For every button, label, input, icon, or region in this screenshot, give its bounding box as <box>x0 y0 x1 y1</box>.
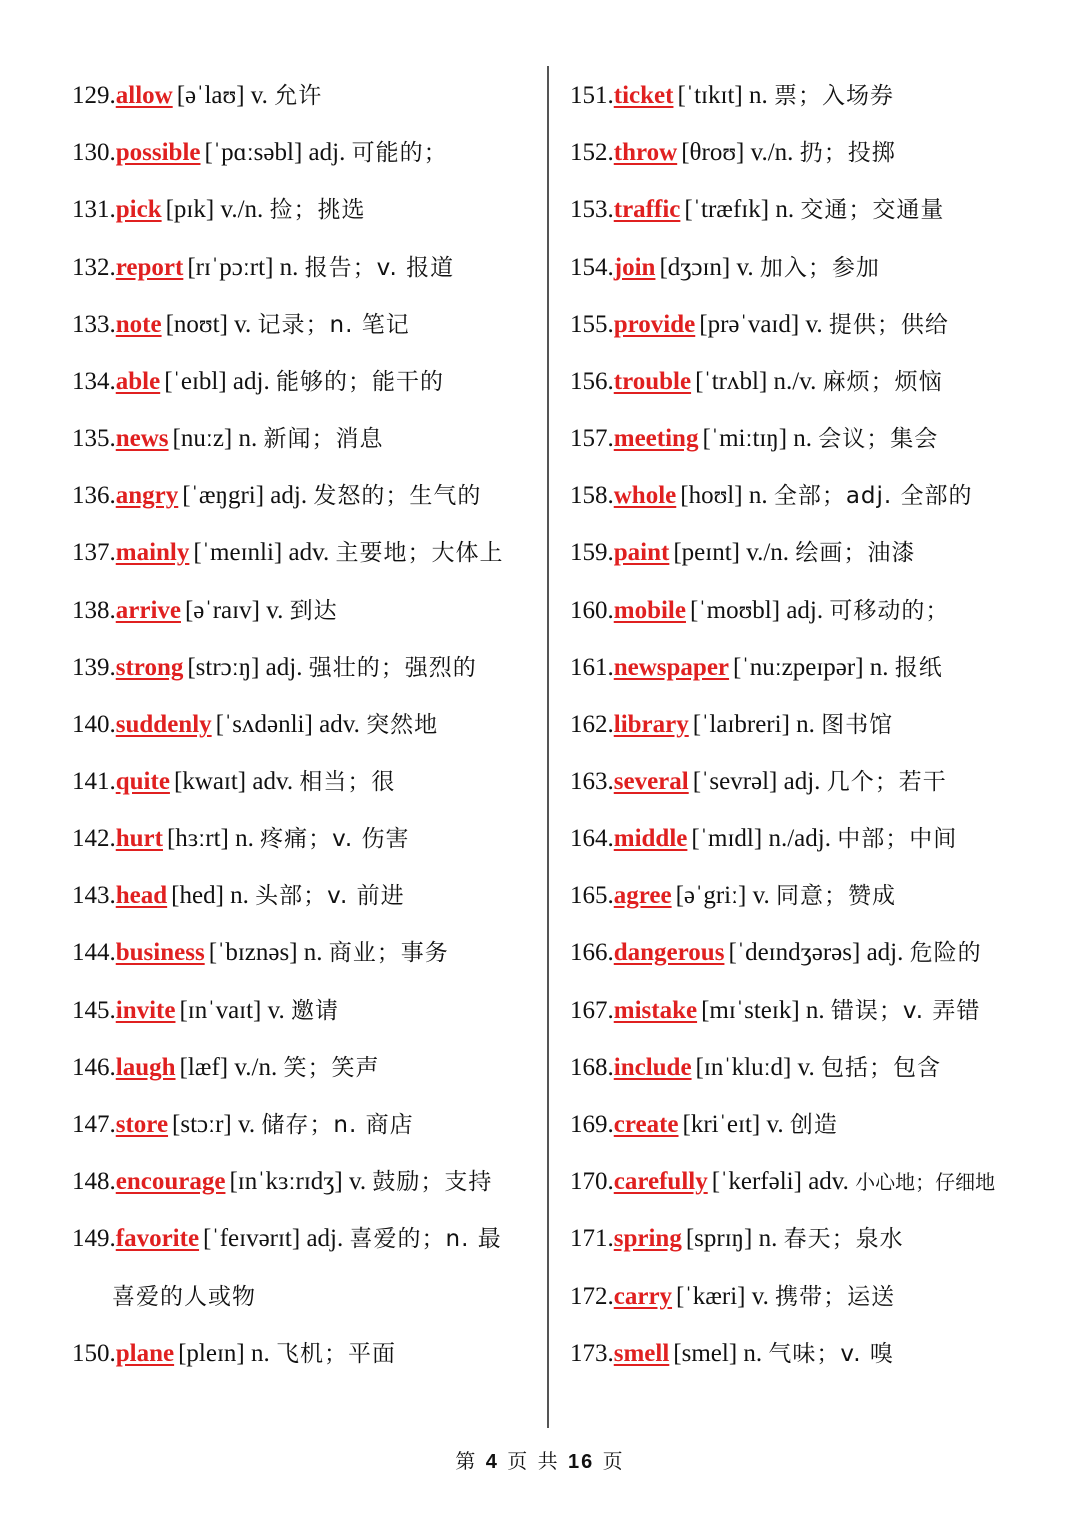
footer-suffix: 页 <box>602 1449 625 1473</box>
entry-word: head <box>115 882 168 909</box>
entry-word: smell <box>613 1340 670 1367</box>
entry-pos: v. <box>238 1111 256 1138</box>
total-page-number: 16 <box>567 1451 595 1473</box>
vocab-entry <box>72 1166 492 1198</box>
entry-phonetic: [ˈkæri] <box>676 1283 746 1310</box>
entry-phonetic: [ˈkerfəli] <box>711 1168 802 1195</box>
entry-phonetic: [noʊt] <box>165 311 228 338</box>
footer-prefix: 第 <box>455 1449 478 1473</box>
vocab-entry <box>570 766 947 798</box>
entry-pos: v./n. <box>220 196 264 223</box>
vocab-entry <box>570 537 915 569</box>
entry-number: 130. <box>72 139 116 166</box>
entry-phonetic: [hed] <box>171 882 224 909</box>
entry-pos: n. <box>805 997 825 1024</box>
entry-phonetic: [ˈeɪbl] <box>164 368 227 395</box>
vocab-entry <box>72 595 338 627</box>
entry-meaning: 包括；包含 <box>821 1055 942 1081</box>
vocab-entry <box>570 80 894 112</box>
entry-pos: v. <box>751 1283 769 1310</box>
entry-number: 162. <box>570 711 614 738</box>
vocab-entry <box>72 80 322 112</box>
entry-phonetic: [pɪk] <box>165 196 215 223</box>
entry-word: arrive <box>115 597 181 624</box>
entry-meaning: 能够的；能干的 <box>275 369 444 395</box>
entry-number: 146. <box>72 1054 116 1081</box>
entry-number: 148. <box>72 1168 116 1195</box>
entry-number: 160. <box>570 597 614 624</box>
entry-meaning: 春天；泉水 <box>783 1226 904 1252</box>
entry-pos: v./n. <box>234 1054 278 1081</box>
entry-number: 140. <box>72 711 116 738</box>
entry-word: mainly <box>115 539 190 566</box>
entry-number: 136. <box>72 482 116 509</box>
entry-word: throw <box>613 139 678 166</box>
vocab-entry <box>570 823 957 855</box>
entry-pos: v. <box>797 1054 815 1081</box>
vocab-entry <box>72 537 503 569</box>
vocab-entry <box>570 1281 895 1313</box>
entry-number: 153. <box>570 196 614 223</box>
vocab-entry <box>570 1338 894 1370</box>
vocab-entry <box>570 1223 904 1255</box>
entry-number: 139. <box>72 654 116 681</box>
entry-meaning: 错误；v. 弄错 <box>830 998 981 1024</box>
entry-number: 135. <box>72 425 116 452</box>
entry-pos: adj. <box>783 768 821 795</box>
entry-number: 144. <box>72 939 116 966</box>
entry-pos: v. <box>348 1168 367 1195</box>
entry-word: agree <box>613 882 672 909</box>
entry-word: note <box>115 311 162 338</box>
entry-meaning: 商业；事务 <box>328 940 449 966</box>
entry-word: ticket <box>613 82 674 109</box>
entry-phonetic: [ˈsevrəl] <box>692 768 778 795</box>
entry-meaning: 报纸 <box>894 655 943 681</box>
entry-pos: n. <box>238 425 258 452</box>
entry-word: able <box>115 368 161 395</box>
entry-number: 154. <box>570 254 614 281</box>
entry-number: 161. <box>570 654 614 681</box>
vocab-entry <box>72 1109 414 1141</box>
vocab-entry <box>72 823 410 855</box>
entry-phonetic: [əˈlaʊ] <box>176 82 245 109</box>
entry-phonetic: [kwaɪt] <box>173 768 247 795</box>
entry-continuation: 喜爱的人或物 <box>112 1284 256 1310</box>
entry-phonetic: [peɪnt] <box>673 539 740 566</box>
entry-word: whole <box>613 482 677 509</box>
entry-number: 138. <box>72 597 116 624</box>
entry-meaning: 扔；投掷 <box>799 140 896 166</box>
vocab-entry <box>72 709 438 741</box>
entry-meaning: 全部；adj. 全部的 <box>773 483 973 509</box>
vocab-entry <box>72 309 410 341</box>
entry-word: favorite <box>115 1225 200 1252</box>
entry-number: 159. <box>570 539 614 566</box>
entry-meaning: 发怒的；生气的 <box>313 483 482 509</box>
entry-meaning: 记录；n. 笔记 <box>257 312 410 338</box>
entry-phonetic: [mɪˈsteɪk] <box>701 997 800 1024</box>
vocab-entry <box>72 252 454 284</box>
entry-meaning: 鼓励；支持 <box>372 1169 493 1195</box>
entry-phonetic: [ˈtɪkɪt] <box>677 82 743 109</box>
entry-meaning: 携带；运送 <box>775 1284 896 1310</box>
entry-pos: v. <box>752 882 770 909</box>
entry-word: business <box>115 939 205 966</box>
entry-word: store <box>115 1111 169 1138</box>
vocab-entry <box>72 480 481 512</box>
entry-number: 165. <box>570 882 614 909</box>
entry-phonetic: [ˈsʌdənli] <box>215 711 313 738</box>
entry-meaning: 危险的 <box>909 940 982 966</box>
entry-number: 172. <box>570 1283 614 1310</box>
entry-phonetic: [ˈtrʌbl] <box>695 368 768 395</box>
entry-phonetic: [sprɪŋ] <box>685 1225 753 1252</box>
entry-meaning: 麻烦；烦恼 <box>822 369 943 395</box>
vocab-entry <box>570 252 880 284</box>
entry-word: dangerous <box>613 939 725 966</box>
entry-meaning: 提供；供给 <box>828 312 949 338</box>
entry-pos: v. <box>736 254 754 281</box>
entry-pos: adj. <box>270 482 308 509</box>
entry-phonetic: [pleɪn] <box>178 1340 245 1367</box>
entry-number: 129. <box>72 82 116 109</box>
entry-word: carefully <box>613 1168 708 1195</box>
entry-number: 145. <box>72 997 116 1024</box>
entry-word: pick <box>115 196 162 223</box>
entry-meaning: 捡；挑选 <box>269 197 366 223</box>
entry-pos: n. <box>869 654 889 681</box>
entry-phonetic: [ˈmeɪnli] <box>193 539 283 566</box>
vocab-entry <box>570 937 982 969</box>
entry-meaning: 喜爱的；n. 最 <box>349 1226 502 1252</box>
entry-number: 141. <box>72 768 116 795</box>
entry-word: quite <box>115 768 170 795</box>
entry-meaning: 邀请 <box>291 998 340 1024</box>
entry-phonetic: [stɔːr] <box>172 1111 232 1138</box>
entry-number: 157. <box>570 425 614 452</box>
vocab-entry <box>72 366 444 398</box>
vocab-entry <box>72 652 477 684</box>
entry-meaning: 新闻；消息 <box>263 426 384 452</box>
entry-phonetic: [əˈraɪv] <box>184 597 260 624</box>
vocab-entry <box>570 880 896 912</box>
entry-meaning: 小心地；仔细地 <box>855 1170 996 1194</box>
vocab-entry <box>72 766 395 798</box>
entry-phonetic: [ˈmoʊbl] <box>689 597 781 624</box>
entry-pos: n. <box>235 825 254 852</box>
entry-word: angry <box>115 482 179 509</box>
entry-word: include <box>613 1054 692 1081</box>
entry-meaning: 可能的； <box>351 140 448 166</box>
entry-phonetic: [prəˈvaɪd] <box>699 311 800 338</box>
entry-word: library <box>613 711 689 738</box>
entry-number: 158. <box>570 482 614 509</box>
entry-pos: v./n. <box>750 139 794 166</box>
entry-meaning: 强壮的；强烈的 <box>308 655 477 681</box>
vocab-entry <box>570 1109 838 1141</box>
entry-phonetic: [ˈpɑːsəbl] <box>204 139 303 166</box>
entry-meaning: 主要地；大体上 <box>335 540 504 566</box>
entry-word: newspaper <box>613 654 730 681</box>
entry-meaning: 疼痛；v. 伤害 <box>260 826 410 852</box>
entry-pos: v. <box>805 311 823 338</box>
vocab-entry <box>72 423 384 455</box>
entry-meaning: 笑；笑声 <box>283 1055 380 1081</box>
entry-word: report <box>115 254 184 281</box>
page-footer <box>0 1445 1080 1474</box>
entry-word: traffic <box>613 196 681 223</box>
entry-number: 152. <box>570 139 614 166</box>
entry-meaning: 创造 <box>789 1112 838 1138</box>
entry-phonetic: [ˈdeɪndʒərəs] <box>728 939 861 966</box>
vocab-entry <box>72 1223 502 1255</box>
entry-meaning: 气味；v. 嗅 <box>768 1341 894 1367</box>
vocab-entry <box>570 137 896 169</box>
vocab-entry <box>570 652 943 684</box>
vocab-entry <box>570 423 938 455</box>
entry-meaning: 会议；集会 <box>818 426 939 452</box>
entry-meaning: 突然地 <box>366 712 439 738</box>
entry-word: create <box>613 1111 679 1138</box>
entry-word: several <box>613 768 689 795</box>
entry-phonetic: [kriˈeɪt] <box>682 1111 761 1138</box>
entry-meaning: 中部；中间 <box>837 826 958 852</box>
vocab-entry <box>72 194 366 226</box>
entry-phonetic: [ˈæŋgri] <box>182 482 265 509</box>
entry-pos: adv. <box>252 768 294 795</box>
entry-number: 151. <box>570 82 614 109</box>
footer-middle: 页 共 <box>507 1449 560 1473</box>
vocab-entry <box>570 309 949 341</box>
entry-phonetic: [ˈmɪdl] <box>691 825 763 852</box>
vocab-entry <box>72 995 339 1027</box>
entry-pos: n. <box>748 482 768 509</box>
entry-meaning: 飞机；平面 <box>276 1341 396 1367</box>
entry-pos: adv. <box>808 1168 849 1195</box>
entry-meaning: 可移动的； <box>829 598 950 624</box>
entry-number: 170. <box>570 1168 614 1195</box>
entry-word: encourage <box>115 1168 226 1195</box>
vocab-entry <box>570 194 944 226</box>
entry-pos: adj. <box>786 597 824 624</box>
entry-number: 169. <box>570 1111 614 1138</box>
entry-pos: v. <box>766 1111 784 1138</box>
entry-word: middle <box>613 825 688 852</box>
entry-pos: v./n. <box>746 539 790 566</box>
entry-word: news <box>115 425 169 452</box>
vocab-entry <box>570 366 943 398</box>
entry-phonetic: [ɪnˈvaɪt] <box>179 997 262 1024</box>
entry-pos: v. <box>267 997 285 1024</box>
entry-pos: adj. <box>265 654 303 681</box>
entry-pos: v. <box>266 597 284 624</box>
entry-number: 142. <box>72 825 116 852</box>
entry-phonetic: [rɪˈpɔːrt] <box>187 254 274 281</box>
entry-phonetic: [hoʊl] <box>680 482 743 509</box>
entry-pos: adj. <box>306 1225 344 1252</box>
entry-phonetic: [ɪnˈkluːd] <box>695 1054 792 1081</box>
entry-pos: adv. <box>319 711 360 738</box>
entry-number: 164. <box>570 825 614 852</box>
entry-pos: v. <box>234 311 252 338</box>
vocab-entry <box>570 595 949 627</box>
entry-word: carry <box>613 1283 673 1310</box>
entry-pos: n. <box>758 1225 778 1252</box>
entry-pos: n. <box>251 1340 270 1367</box>
entry-meaning: 绘画；油漆 <box>795 540 916 566</box>
entry-pos: n. <box>279 254 299 281</box>
entry-number: 133. <box>72 311 116 338</box>
entry-meaning: 报告；v. 报道 <box>304 255 455 281</box>
entry-number: 150. <box>72 1340 116 1367</box>
entry-word: paint <box>613 539 670 566</box>
entry-word: meeting <box>613 425 699 452</box>
entry-pos: n. <box>743 1340 763 1367</box>
entry-pos: n. <box>793 425 813 452</box>
entry-pos: v. <box>250 82 268 109</box>
entry-meaning: 加入；参加 <box>759 255 880 281</box>
entry-word: hurt <box>115 825 163 852</box>
entry-phonetic: [ˈlaɪbreri] <box>692 711 790 738</box>
entry-word: mistake <box>613 997 698 1024</box>
entry-word: possible <box>115 139 201 166</box>
entry-meaning: 图书馆 <box>821 712 894 738</box>
entry-phonetic: [nuːz] <box>172 425 233 452</box>
vocab-entry <box>72 1338 396 1370</box>
entry-phonetic: [əˈgriː] <box>675 882 747 909</box>
entry-number: 147. <box>72 1111 116 1138</box>
entry-phonetic: [ˈmiːtɪŋ] <box>702 425 788 452</box>
entry-pos: n. <box>796 711 815 738</box>
entry-number: 137. <box>72 539 116 566</box>
entry-phonetic: [ɪnˈkɜːrɪdʒ] <box>229 1168 343 1195</box>
entry-number: 132. <box>72 254 116 281</box>
entry-number: 163. <box>570 768 614 795</box>
entry-phonetic: [θroʊ] <box>681 139 745 166</box>
entry-pos: n./adj. <box>768 825 831 852</box>
entry-pos: adj. <box>232 368 270 395</box>
vocab-entry <box>570 480 973 512</box>
entry-phonetic: [ˈbɪznəs] <box>208 939 298 966</box>
entry-word: laugh <box>115 1054 176 1081</box>
entry-pos: n./v. <box>773 368 817 395</box>
entry-pos: adj. <box>866 939 904 966</box>
entry-pos: n. <box>775 196 795 223</box>
entry-pos: n. <box>748 82 768 109</box>
entry-pos: n. <box>303 939 323 966</box>
current-page-number: 4 <box>485 1451 499 1473</box>
entry-phonetic: [ˈnuːzpeɪpər] <box>733 654 864 681</box>
entry-word: spring <box>613 1225 682 1252</box>
entry-pos: n. <box>230 882 249 909</box>
entry-meaning: 允许 <box>274 83 323 109</box>
entry-phonetic: [ˈfeɪvərɪt] <box>203 1225 301 1252</box>
entry-word: mobile <box>613 597 686 624</box>
column-divider <box>547 66 549 1428</box>
entry-number: 149. <box>72 1225 116 1252</box>
entry-phonetic: [dʒɔɪn] <box>659 254 731 281</box>
entry-word: strong <box>115 654 184 681</box>
entry-meaning: 相当；很 <box>299 769 396 795</box>
entry-meaning: 同意；赞成 <box>776 883 897 909</box>
entry-phonetic: [ˈtræfɪk] <box>684 196 770 223</box>
entry-number: 167. <box>570 997 614 1024</box>
vocab-entry <box>72 1052 379 1084</box>
vocab-entry <box>72 880 405 912</box>
entry-number: 168. <box>570 1054 614 1081</box>
vocab-entry <box>570 1052 941 1084</box>
entry-number: 156. <box>570 368 614 395</box>
entry-phonetic: [strɔːŋ] <box>187 654 260 681</box>
entry-word: invite <box>115 997 176 1024</box>
entry-number: 131. <box>72 196 116 223</box>
entry-phonetic: [smel] <box>673 1340 738 1367</box>
entry-word: suddenly <box>115 711 212 738</box>
entry-pos: adv. <box>288 539 330 566</box>
entry-meaning: 头部；v. 前进 <box>255 883 405 909</box>
entry-word: join <box>613 254 656 281</box>
vocab-entry <box>570 1166 995 1198</box>
entry-phonetic: [hɜːrt] <box>166 825 229 852</box>
entry-meaning: 交通；交通量 <box>800 197 945 223</box>
entry-number: 173. <box>570 1340 614 1367</box>
entry-number: 143. <box>72 882 116 909</box>
vocab-entry <box>570 709 893 741</box>
entry-word: provide <box>613 311 696 338</box>
entry-meaning: 储存；n. 商店 <box>261 1112 414 1138</box>
entry-number: 171. <box>570 1225 614 1252</box>
vocab-entry <box>72 137 448 169</box>
entry-number: 155. <box>570 311 614 338</box>
entry-meaning: 几个；若干 <box>826 769 947 795</box>
vocab-entry <box>570 995 980 1027</box>
entry-pos: adj. <box>308 139 346 166</box>
vocab-entry <box>72 937 449 969</box>
entry-phonetic: [læf] <box>179 1054 229 1081</box>
entry-number: 166. <box>570 939 614 966</box>
entry-word: trouble <box>613 368 692 395</box>
entry-word: allow <box>115 82 173 109</box>
entry-number: 134. <box>72 368 116 395</box>
entry-meaning: 到达 <box>289 598 338 624</box>
entry-meaning: 票；入场券 <box>773 83 894 109</box>
entry-word: plane <box>115 1340 175 1367</box>
